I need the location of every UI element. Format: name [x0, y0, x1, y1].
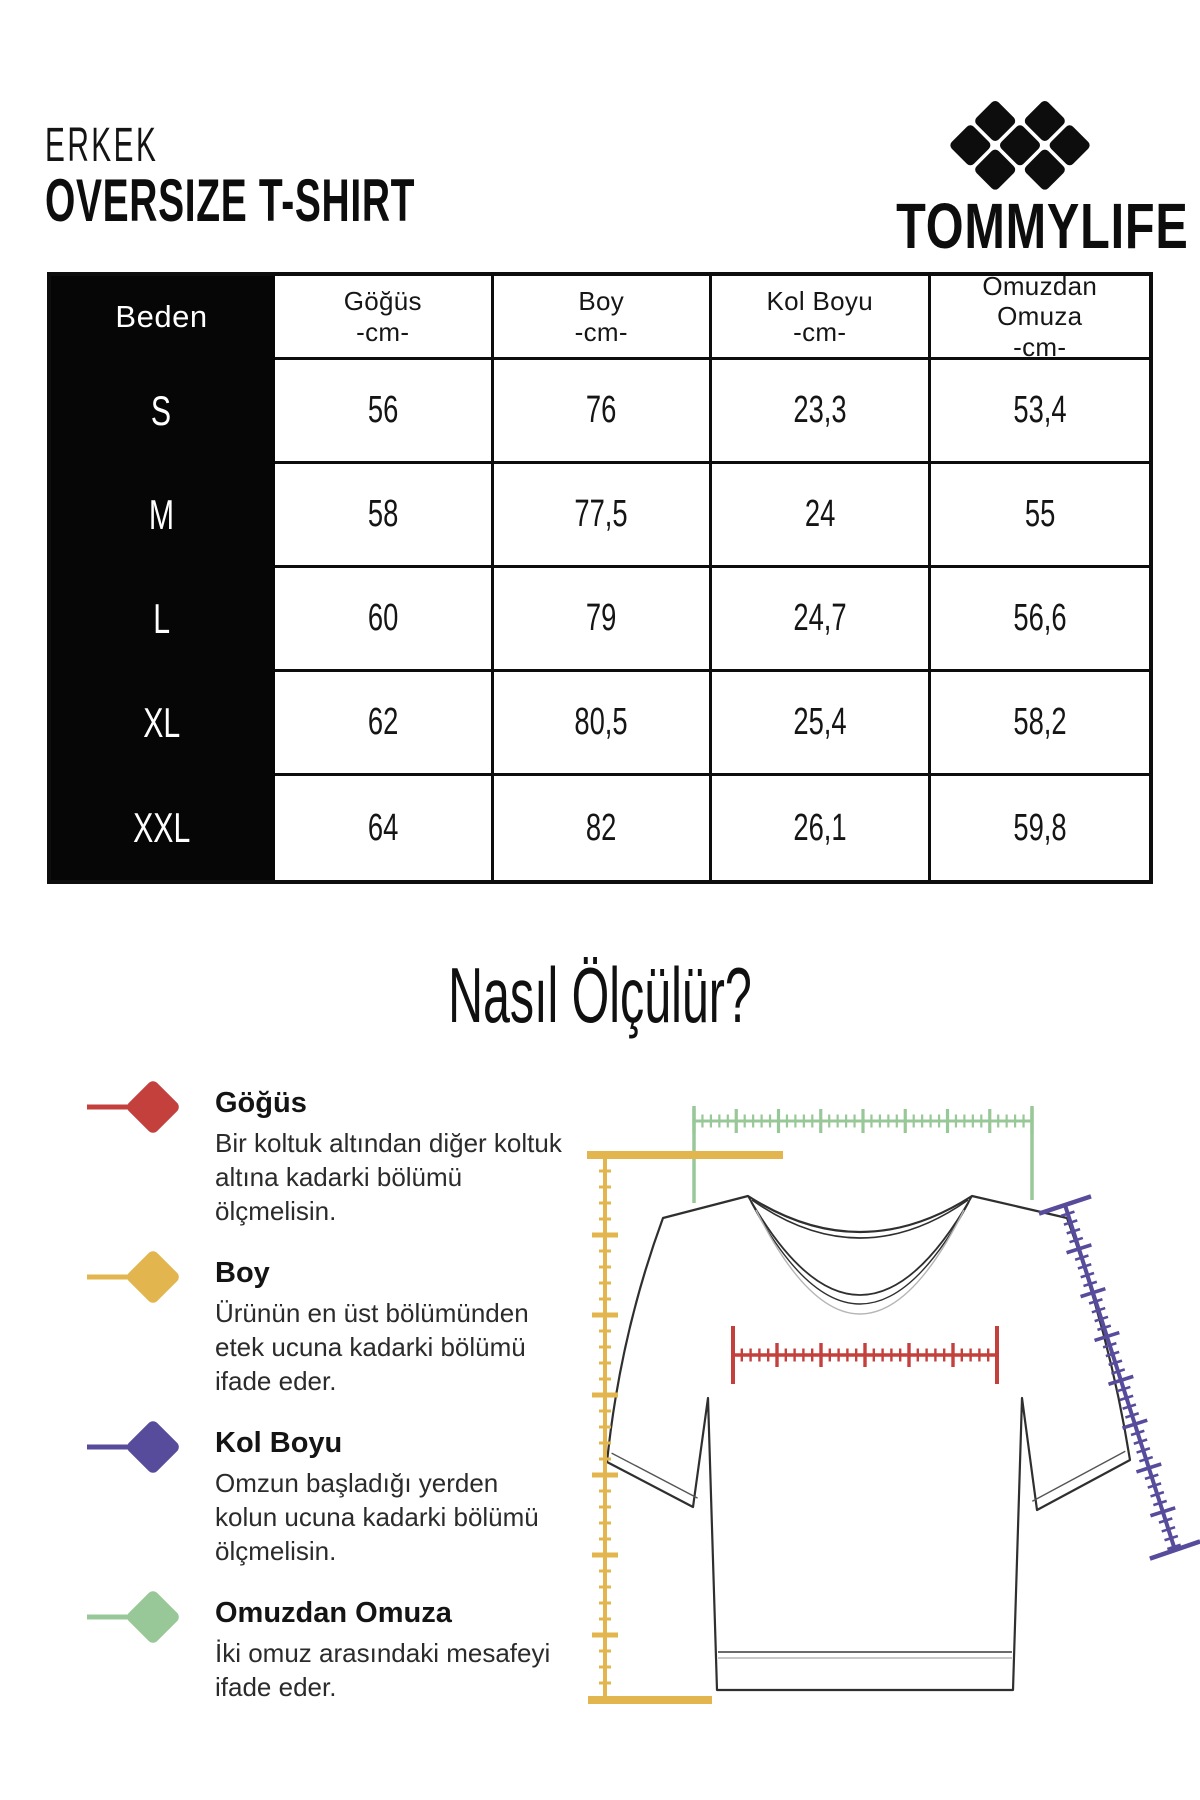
size-value-cell — [494, 672, 713, 776]
column-header-cell — [931, 271, 1150, 362]
size-value: 55 — [1024, 493, 1055, 535]
size-value: 58 — [367, 493, 398, 535]
corner-header-cell: Beden — [51, 276, 275, 360]
measure-label: Boy — [215, 1257, 270, 1289]
size-label: L — [153, 594, 170, 642]
size-value-cell — [931, 360, 1150, 464]
size-value: 56,6 — [1013, 597, 1067, 639]
tshirt-outline — [607, 1196, 1130, 1690]
category-text: ERKEK — [45, 119, 159, 172]
size-label: XL — [143, 698, 180, 746]
size-label: XXL — [132, 804, 191, 851]
size-row-label-cell — [51, 776, 275, 880]
brand-name — [850, 190, 1189, 262]
column-header-label: Kol Boyu — [766, 286, 873, 317]
column-header-unit: -cm- — [356, 316, 410, 347]
size-row-label-cell — [51, 672, 275, 776]
measure-label: Göğüs — [215, 1087, 307, 1119]
size-value-cell — [275, 568, 494, 672]
measure-item-kol-boyu — [75, 1426, 539, 1568]
how-to-measure-title-text: Nasıl Ölçülür? — [448, 951, 752, 1039]
brand-logo-diamonds-icon — [948, 84, 1092, 193]
size-value-cell — [931, 672, 1150, 776]
size-value: 80,5 — [574, 701, 628, 743]
size-value-cell — [494, 464, 713, 568]
size-label: M — [148, 490, 175, 538]
size-value: 56 — [367, 389, 398, 431]
size-value-cell — [275, 464, 494, 568]
size-value-cell — [931, 776, 1150, 880]
column-header-cell — [712, 276, 931, 360]
size-value-cell — [494, 360, 713, 464]
column-header-unit: -cm- — [1013, 331, 1067, 362]
length-diamond-icon — [87, 1245, 187, 1309]
size-value-cell — [712, 568, 931, 672]
size-value-cell — [712, 360, 931, 464]
size-value: 64 — [367, 806, 398, 849]
size-row-label-cell — [51, 464, 275, 568]
size-value: 24,7 — [793, 597, 847, 639]
size-table — [47, 272, 1153, 884]
size-value: 23,3 — [793, 389, 847, 431]
measure-label: Omuzdan Omuza — [215, 1597, 452, 1629]
product-title — [45, 166, 614, 235]
column-header-unit: -cm- — [793, 316, 847, 347]
brand-name-text: TOMMYLIFE — [896, 190, 1189, 262]
shoulder-diamond-icon — [87, 1585, 187, 1649]
measure-item-boy — [75, 1256, 529, 1398]
size-value: 59,8 — [1013, 806, 1067, 849]
how-to-measure-title — [0, 950, 1200, 1041]
size-value: 79 — [586, 597, 617, 639]
column-header-label: Göğüs — [343, 286, 422, 317]
measure-label: Kol Boyu — [215, 1427, 343, 1459]
product-title-text: OVERSIZE T-SHIRT — [45, 167, 416, 234]
category-title — [45, 118, 228, 173]
column-header-cell — [494, 276, 713, 360]
column-header-cell — [275, 276, 494, 360]
sleeve-diamond-icon — [87, 1415, 187, 1479]
column-header-label: Omuzdan Omuza — [982, 271, 1098, 332]
size-value-cell — [275, 360, 494, 464]
size-row-label-cell — [51, 360, 275, 464]
size-value-cell — [275, 672, 494, 776]
size-value: 24 — [804, 493, 835, 535]
size-value-cell — [494, 568, 713, 672]
size-value-cell — [712, 776, 931, 880]
size-value: 53,4 — [1013, 389, 1067, 431]
size-value-cell — [931, 464, 1150, 568]
size-value-cell — [712, 672, 931, 776]
size-value: 26,1 — [793, 806, 847, 849]
size-value: 58,2 — [1013, 701, 1067, 743]
size-value-cell — [494, 776, 713, 880]
measure-description: Omzun başladığı yerden kolun ucuna kadarki bölümü ölçmelisin. — [215, 1468, 539, 1566]
size-value: 60 — [367, 597, 398, 639]
size-value: 77,5 — [574, 493, 628, 535]
size-label: S — [151, 386, 172, 434]
column-header-unit: -cm- — [574, 316, 628, 347]
size-value: 76 — [586, 389, 617, 431]
tshirt-measurement-diagram — [500, 1060, 1200, 1770]
size-value-cell — [712, 464, 931, 568]
measure-description: Bir koltuk altından diğer koltuk altına kadarki bölümü ölçmelisin. — [215, 1128, 562, 1226]
size-value-cell — [275, 776, 494, 880]
measure-item-gogus — [75, 1086, 562, 1228]
size-value: 62 — [367, 701, 398, 743]
measure-description: Ürünün en üst bölümünden etek ucuna kadarki bölümü ifade eder. — [215, 1298, 529, 1396]
measure-item-omuzdan-omuza — [75, 1596, 551, 1704]
measure-description: İki omuz arasındaki mesafeyi ifade eder. — [215, 1638, 551, 1702]
size-value: 82 — [586, 806, 617, 849]
size-value: 25,4 — [793, 701, 847, 743]
size-value-cell — [931, 568, 1150, 672]
size-row-label-cell — [51, 568, 275, 672]
column-header-label: Boy — [578, 286, 625, 317]
chest-diamond-icon — [87, 1075, 187, 1139]
